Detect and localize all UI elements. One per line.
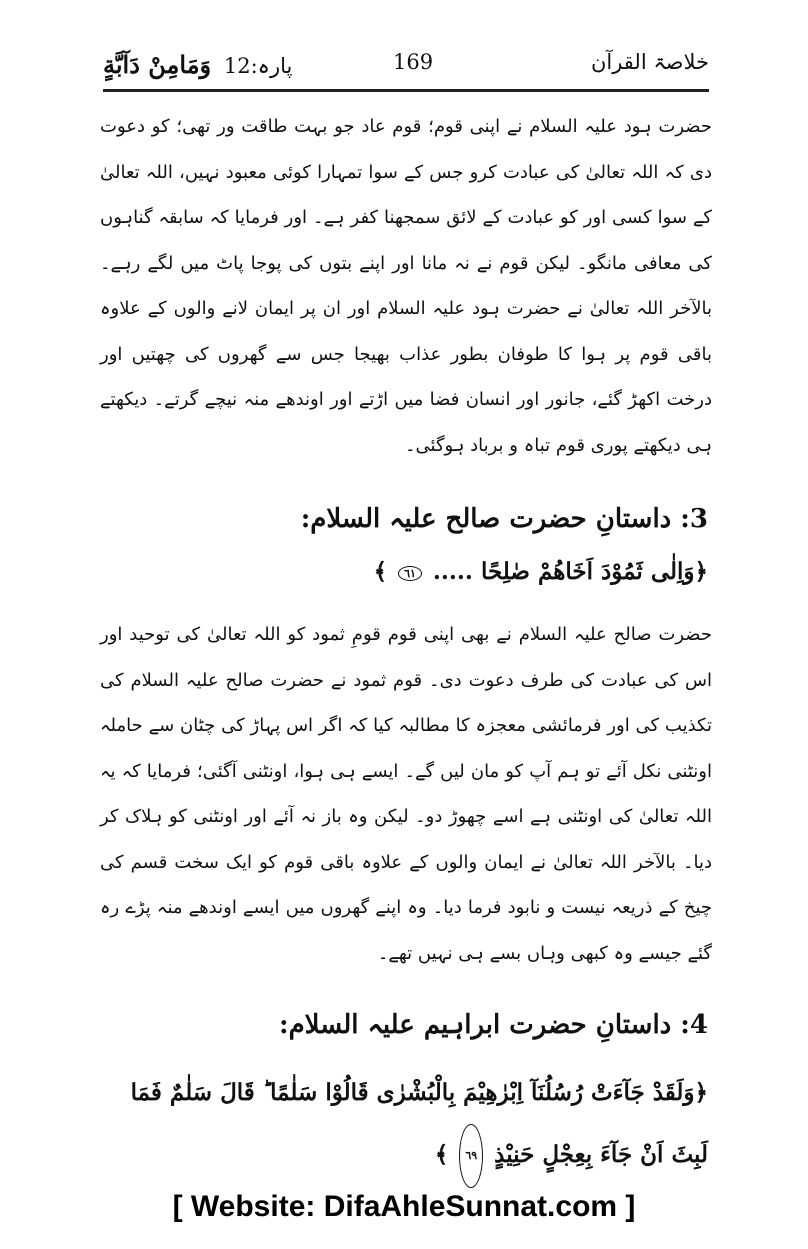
header-divider: [103, 89, 709, 92]
ayah-number-marker: ٦٩: [459, 1124, 483, 1188]
quran-verse-ibrahim: [96, 1062, 708, 1188]
section-heading-ibrahim: 4: داستانِ حضرت ابراہیم علیہ السلام:: [278, 1010, 708, 1040]
page-number: 169: [393, 50, 434, 74]
ayah-number-marker: ٦١: [398, 566, 422, 581]
quran-verse-salih: [96, 558, 708, 585]
page-header: [103, 44, 709, 86]
section-heading-salih: 3: داستانِ حضرت صالح علیہ السلام:: [300, 504, 708, 534]
quran-verse-text: ﴿وَاِلٰى ثَمُوْدَ اَخَاهُمْ صٰلِحًا .....: [432, 558, 708, 585]
quran-bracket-close: ﴾: [373, 558, 388, 585]
quran-bracket-close: ﴾: [434, 1141, 449, 1168]
para-info: [103, 50, 292, 79]
book-title: خلاصۃ القرآن: [590, 50, 709, 74]
para-label: پارہ:12: [223, 54, 293, 78]
paragraph-salih: حضرت صالح علیہ السلام نے بھی اپنی قوم قومِ ثمود کو اللہ تعالیٰ کی توحید اور اس کی عبادت کی طرف دعوت دی۔ قوم ثمود نے حضرت صالح علیہ السلام کی تکذیب کی اور فرمائشی معجزہ کا مطالبہ کیا کہ اگر اس پہاڑ کی چٹان سے حاملہ اونٹنی نکل آئے تو ہم آپ کو مان لیں گے۔ ایسے ہی ہوا، اونٹنی آگئی؛ فرمایا کہ یہ اللہ تعالیٰ کی اونٹنی ہے اسے چھوڑ دو۔ لیکن وہ باز نہ آئے اور اونٹنی کو ہلاک کر دیا۔ بالآخر اللہ تعالیٰ نے ایمان والوں کے علاوہ باقی قوم کو ایک سخت قسم کی چیخ کے ذریعہ نیست و نابود فرما دیا۔ وہ اپنے گھروں میں ایسے اوندھے منہ پڑے رہ گئے جیسے وہ کبھی وہاں بسے ہی نہیں تھے۔: [100, 624, 712, 964]
website-footer: [ Website: DifaAhleSunnat.com ]: [172, 1190, 636, 1223]
para-name: وَمَامِنْ دَآبَّةٍ: [103, 50, 212, 79]
quran-verse-text: ﴿وَلَقَدْ جَآءَتْ رُسُلُنَآ اِبْرٰهِيْمَ بِالْبُشْرٰى قَالُوْا سَلٰمًا ؕ قَالَ سَلٰمٌ فَمَا لَبِثَ اَنْ جَآءَ بِعِجْلٍ حَنِيْذٍ: [130, 1079, 708, 1168]
paragraph-hud: حضرت ہود علیہ السلام نے اپنی قوم؛ قوم عاد جو بہت طاقت ور تھی؛ کو دعوت دی کہ اللہ تعالیٰ کی عبادت کرو جس کے سوا تمہارا کوئی معبود نہیں، اللہ تعالیٰ کے سوا کسی اور کو عبادت کے لائق سمجھنا کفر ہے۔ اور فرمایا کہ سابقہ گناہوں کی معافی مانگو۔ لیکن قوم نے نہ مانا اور اپنے بتوں کی پوجا پاٹ میں لگے رہے۔ بالآخر اللہ تعالیٰ نے حضرت ہود علیہ السلام اور ان پر ایمان لانے والوں کے علاوہ باقی قوم پر ہوا کا طوفان بطور عذاب بھیجا جس سے گھروں کی چھتیں اور درخت اکھڑ گئے، جانور اور انسان فضا میں اڑتے اور اوندھے منہ نیچے گرتے۔ دیکھتے ہی دیکھتے پوری قوم تباہ و برباد ہوگئی۔: [100, 116, 712, 456]
